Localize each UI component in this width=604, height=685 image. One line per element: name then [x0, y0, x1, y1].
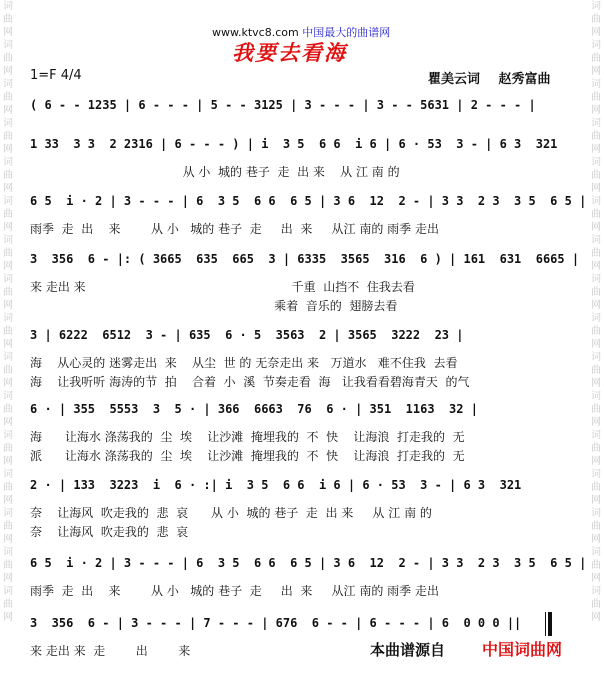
note-line: 3 356 6 - |: ( 3665 635 665 3 | 6335 3565 316 6 ) | 161 631 6665 |: [30, 252, 580, 266]
song-title: 我要去看海: [232, 40, 347, 65]
lyric-line: 派 让海水 涤荡我的 尘 埃 让沙滩 掩埋我的 不 快 让海浪 打走我的 无: [30, 449, 465, 463]
note-line: ( 6 - - 1235 | 6 - - - | 5 - - 3125 | 3 - - - | 3 - - 5631 | 2 - - - |: [30, 98, 536, 112]
watermark-char: 曲: [3, 404, 13, 415]
watermark-char: 网: [591, 261, 601, 272]
watermark-char: 网: [591, 456, 601, 467]
watermark-char: 词: [591, 274, 601, 285]
watermark-char: 网: [3, 534, 13, 545]
watermark-char: 词: [3, 1, 13, 12]
watermark-char: 词: [591, 586, 601, 597]
watermark-left: [1, 0, 15, 685]
watermark-char: 网: [591, 105, 601, 116]
watermark-char: 网: [591, 144, 601, 155]
watermark-char: 曲: [3, 248, 13, 259]
watermark-char: 词: [3, 40, 13, 51]
score-row: [30, 552, 587, 578]
score-row: [30, 612, 552, 638]
watermark-char: 曲: [3, 443, 13, 454]
watermark-char: 曲: [3, 599, 13, 610]
watermark-char: 曲: [3, 287, 13, 298]
watermark-char: 网: [591, 183, 601, 194]
watermark-char: 词: [591, 391, 601, 402]
watermark-char: 词: [591, 508, 601, 519]
final-barline-thick: [548, 612, 552, 636]
watermark-char: 曲: [3, 53, 13, 64]
source-label: 本曲谱源自: [370, 641, 446, 659]
watermark-char: 曲: [3, 170, 13, 181]
watermark-char: 词: [591, 235, 601, 246]
watermark-char: 曲: [591, 326, 601, 337]
lyric-line: 来 走出 来 千重 山挡不 住我去看: [30, 280, 415, 294]
note-line: 6 · | 355 5553 3 5 · | 366 6663 76 6 · | 351 1163 32 |: [30, 402, 478, 416]
credits: [428, 68, 565, 87]
watermark-char: 曲: [591, 365, 601, 376]
watermark-char: 词: [3, 313, 13, 324]
watermark-char: 曲: [591, 443, 601, 454]
watermark-char: 词: [3, 586, 13, 597]
watermark-char: 网: [3, 417, 13, 428]
watermark-char: 词: [591, 196, 601, 207]
lyric-line: 雨季 走 出 来 从 小 城的 巷子 走 出 来 从江 南的 雨季 走出: [30, 222, 439, 236]
watermark-char: 网: [3, 339, 13, 350]
final-barline-thin: [545, 612, 546, 636]
watermark-char: 词: [591, 40, 601, 51]
watermark-char: 曲: [3, 482, 13, 493]
lyric-line: 海 让我听听 海涛的节 拍 合着 小 溪 节奏走看 海 让我看看碧海青天 的气: [30, 375, 470, 389]
score-row: [30, 324, 552, 350]
score-row: [30, 94, 552, 120]
lyric-line: 奈 让海风 吹走我的 悲 哀 从 小 城的 巷子 走 出 来 从 江 南 的: [30, 506, 432, 520]
watermark-char: 网: [591, 573, 601, 584]
score-row: [30, 474, 552, 500]
watermark-char: 曲: [591, 482, 601, 493]
watermark-char: 网: [3, 105, 13, 116]
watermark-char: 网: [3, 495, 13, 506]
watermark-char: 词: [3, 157, 13, 168]
watermark-char: 词: [3, 430, 13, 441]
watermark-char: 曲: [3, 92, 13, 103]
watermark-char: 网: [591, 378, 601, 389]
watermark-char: 网: [3, 612, 13, 623]
watermark-char: 网: [591, 27, 601, 38]
watermark-char: 词: [3, 547, 13, 558]
watermark-char: 曲: [3, 14, 13, 25]
watermark-char: 曲: [591, 14, 601, 25]
watermark-char: 曲: [591, 560, 601, 571]
note-line: 6 5 i · 2 | 3 - - - | 6 3 5 6 6 6 5 | 3 6 12 2 - | 3 3 2 3 3 5 6 5 |: [30, 194, 587, 208]
watermark-char: 词: [3, 391, 13, 402]
watermark-char: 网: [3, 573, 13, 584]
watermark-char: 曲: [3, 365, 13, 376]
watermark-char: 曲: [3, 326, 13, 337]
lyric-line: 奈 让海风 吹走我的 悲 哀: [30, 525, 189, 539]
lyricist: 瞿美云词: [428, 72, 481, 87]
watermark-char: 网: [591, 66, 601, 77]
watermark-char: 网: [3, 261, 13, 272]
watermark-char: 词: [591, 118, 601, 129]
watermark-right: [589, 0, 603, 685]
lyric-line: 乘着 音乐的 翅膀去看: [30, 299, 398, 313]
watermark-char: 词: [3, 196, 13, 207]
lyric-line: 雨季 走 出 来 从 小 城的 巷子 走 出 来 从江 南的 雨季 走出: [30, 584, 439, 598]
lyric-line: 海 从心灵的 迷雾走出 来 从尘 世 的 无奈走出 来 万道水 难不住我 去看: [30, 356, 458, 370]
site-url[interactable]: www.ktvc8.com: [212, 26, 299, 39]
watermark-char: 词: [3, 118, 13, 129]
lyric-line: 从 小 城的 巷子 走 出 来 从 江 南 的: [30, 165, 400, 179]
note-line: 6 5 i · 2 | 3 - - - | 6 3 5 6 6 6 5 | 3 6 12 2 - | 3 3 2 3 3 5 6 5 |: [30, 556, 587, 570]
lyric-line: 海 让海水 涤荡我的 尘 埃 让沙滩 掩埋我的 不 快 让海浪 打走我的 无: [30, 430, 465, 444]
watermark-char: 曲: [591, 92, 601, 103]
watermark-char: 词: [591, 352, 601, 363]
watermark-char: 曲: [3, 521, 13, 532]
score-row: [30, 248, 580, 274]
watermark-char: 曲: [591, 170, 601, 181]
watermark-char: 曲: [591, 521, 601, 532]
watermark-char: 网: [591, 495, 601, 506]
watermark-char: 词: [3, 79, 13, 90]
watermark-char: 曲: [591, 209, 601, 220]
watermark-char: 网: [591, 300, 601, 311]
watermark-char: 词: [591, 430, 601, 441]
watermark-char: 曲: [591, 248, 601, 259]
watermark-char: 词: [3, 274, 13, 285]
watermark-char: 网: [3, 183, 13, 194]
brand-name: 中国词曲网: [482, 640, 563, 659]
watermark-char: 网: [3, 222, 13, 233]
score-row: [30, 133, 558, 159]
watermark-char: 网: [3, 378, 13, 389]
watermark-char: 曲: [3, 560, 13, 571]
watermark-char: 曲: [591, 131, 601, 142]
watermark-char: 词: [3, 235, 13, 246]
score-row: [30, 190, 587, 216]
key-signature: 1=F 4/4: [30, 68, 82, 83]
watermark-char: 词: [3, 352, 13, 363]
watermark-char: 曲: [3, 131, 13, 142]
watermark-char: 网: [591, 222, 601, 233]
watermark-char: 曲: [591, 599, 601, 610]
watermark-char: 曲: [591, 287, 601, 298]
watermark-char: 词: [3, 508, 13, 519]
watermark-char: 网: [591, 417, 601, 428]
watermark-char: 词: [591, 547, 601, 558]
watermark-char: 曲: [591, 53, 601, 64]
watermark-char: 网: [591, 339, 601, 350]
watermark-char: 曲: [3, 209, 13, 220]
composer: 赵秀富曲: [498, 72, 551, 87]
watermark-char: 词: [591, 313, 601, 324]
watermark-char: 词: [3, 469, 13, 480]
watermark-char: 词: [591, 157, 601, 168]
watermark-char: 网: [3, 144, 13, 155]
watermark-char: 曲: [591, 404, 601, 415]
watermark-char: 网: [3, 300, 13, 311]
watermark-char: 网: [591, 534, 601, 545]
note-line: 1 33 3 3 2 2316 | 6 - - - ) | i 3 5 6 6 i 6 | 6 · 53 3 - | 6 3 321: [30, 137, 558, 151]
note-line: 3 | 6222 6512 3 - | 635 6 · 5 3563 2 | 3565 3222 23 |: [30, 328, 464, 342]
watermark-char: 词: [591, 1, 601, 12]
watermark-char: 网: [591, 612, 601, 623]
site-name: 中国最大的曲谱网: [302, 26, 391, 39]
watermark-char: 网: [3, 66, 13, 77]
watermark-char: 网: [3, 27, 13, 38]
watermark-char: 词: [591, 79, 601, 90]
lyric-line: 来 走出 来 走 出 来: [30, 644, 191, 658]
watermark-char: 网: [3, 456, 13, 467]
watermark-char: 词: [591, 469, 601, 480]
note-line: 2 · | 133 3223 i 6 · :| i 3 5 6 6 i 6 | 6 · 53 3 - | 6 3 321: [30, 478, 522, 492]
score-row: [30, 398, 552, 424]
note-line: 3 356 6 - | 3 - - - | 7 - - - | 676 6 - - | 6 - - - | 6 0 0 0 ||: [30, 616, 522, 630]
